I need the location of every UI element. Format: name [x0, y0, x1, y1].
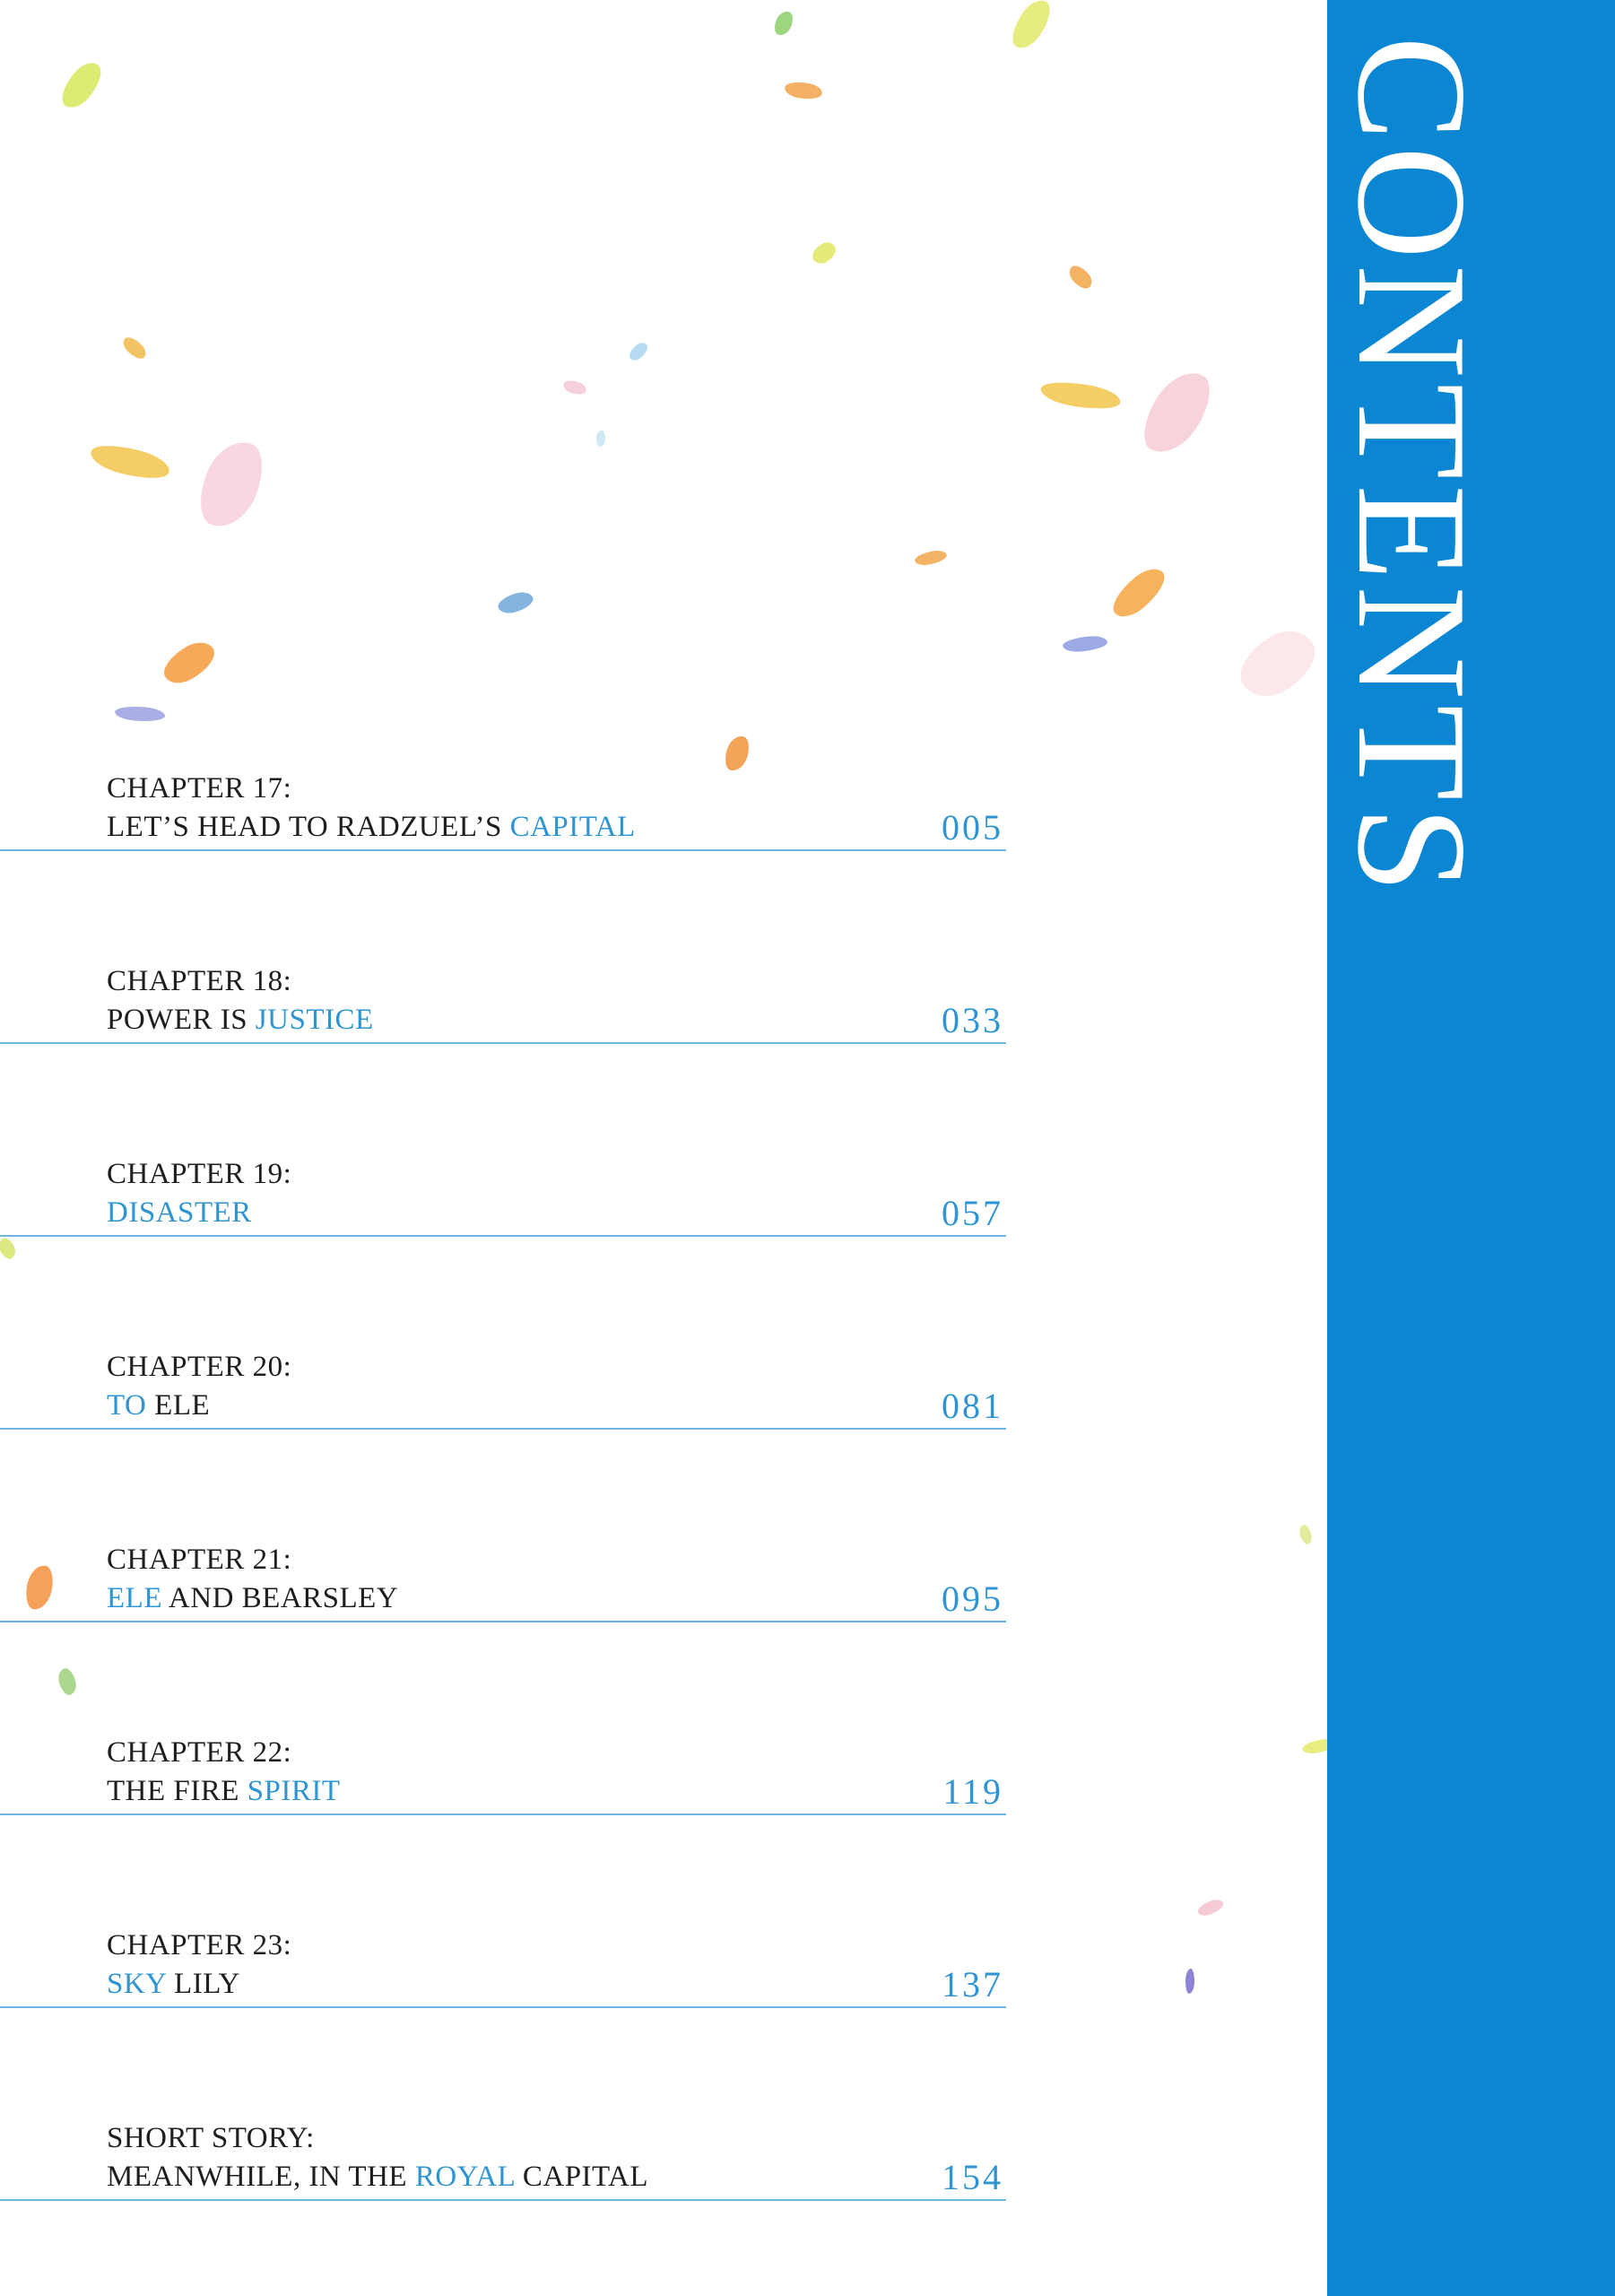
- chapter-label: SHORT STORY:: [107, 2122, 315, 2154]
- page-title: CONTENTS: [1325, 36, 1499, 899]
- page-number: 119: [942, 1771, 1003, 1812]
- chapter-title: DISASTER: [107, 1196, 252, 1229]
- entry-rule: [0, 849, 1006, 851]
- entry-rule: [0, 1621, 1006, 1622]
- toc-entry[interactable]: [0, 1736, 1009, 1826]
- entry-rule: [0, 1428, 1006, 1430]
- chapter-label: CHAPTER 19:: [107, 1158, 292, 1190]
- chapter-title: THE FIRE SPIRIT: [107, 1775, 341, 1807]
- toc-entry[interactable]: [0, 1351, 1009, 1440]
- page-number: 033: [942, 1000, 1003, 1040]
- chapter-title: ELE AND BEARSLEY: [107, 1582, 399, 1614]
- entry-rule: [0, 2006, 1006, 2008]
- chapter-label: CHAPTER 23:: [107, 1929, 292, 1961]
- chapter-title: MEANWHILE, IN THE ROYAL CAPITAL: [107, 2161, 649, 2193]
- entry-rule: [0, 1042, 1006, 1044]
- page-number: 081: [942, 1386, 1003, 1426]
- page-number: 154: [942, 2157, 1003, 2197]
- chapter-title: SKY LILY: [107, 1968, 240, 2000]
- toc-entry[interactable]: [0, 1158, 1009, 1248]
- toc-entry[interactable]: [0, 2122, 1009, 2212]
- toc-entry[interactable]: [0, 772, 1009, 862]
- toc-entry[interactable]: [0, 1929, 1009, 2019]
- toc-entry[interactable]: [0, 965, 1009, 1055]
- chapter-title: LET’S HEAD TO RADZUEL’S CAPITAL: [107, 811, 636, 843]
- chapter-label: CHAPTER 21:: [107, 1544, 292, 1576]
- chapter-label: CHAPTER 22:: [107, 1736, 292, 1769]
- page-number: 095: [942, 1578, 1003, 1619]
- entry-rule: [0, 2199, 1006, 2201]
- page-number: 057: [942, 1193, 1003, 1233]
- chapter-label: CHAPTER 18:: [107, 965, 292, 997]
- toc-entry[interactable]: [0, 1544, 1009, 1633]
- chapter-label: CHAPTER 20:: [107, 1351, 292, 1383]
- page-number: 137: [942, 1964, 1003, 2005]
- entry-rule: [0, 1235, 1006, 1237]
- chapter-label: CHAPTER 17:: [107, 772, 292, 804]
- entry-rule: [0, 1813, 1006, 1815]
- page-number: 005: [942, 807, 1003, 848]
- chapter-title: TO ELE: [107, 1389, 211, 1422]
- chapter-title: POWER IS JUSTICE: [107, 1004, 374, 1036]
